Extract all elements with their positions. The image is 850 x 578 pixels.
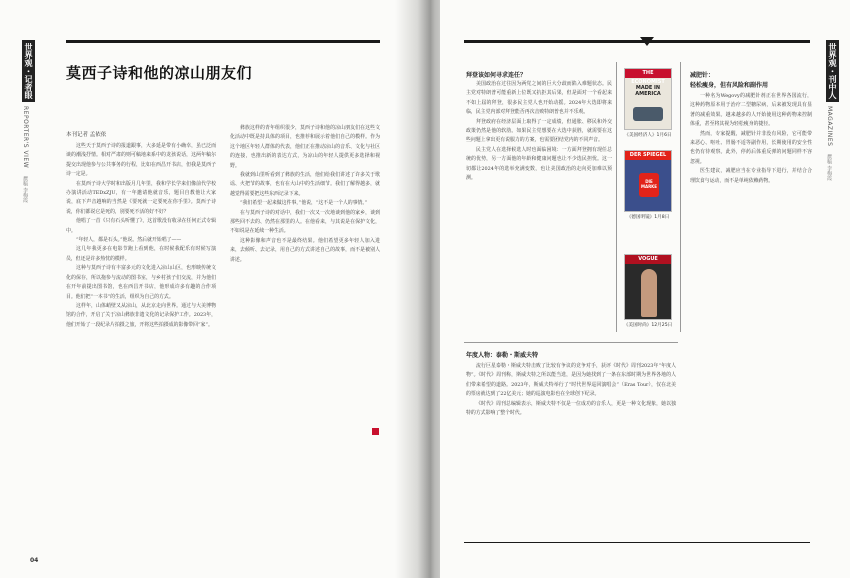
cover-masthead: VOGUE (625, 255, 671, 264)
cover-economist (624, 68, 672, 130)
section-heading: 年度人物：泰勒・斯威夫特 (466, 352, 539, 359)
paragraph: 在与莫西子诗的对话中，我们一次又一次地谈到他的家乡，谈到那些回不去的、仍然在那里的人。在他看来，与其说是在保护文化，不如说是在延续一种生活。 (230, 209, 380, 235)
section-tab-label: 世界观・刊中人 (826, 40, 839, 102)
cover-masthead: THE ECONOMIST (625, 69, 671, 78)
paragraph: “我们希望一起来做这件事，”他说，“这不是一个人的事情。” (240, 200, 368, 207)
section-tab-en: MAGAZINES (826, 106, 833, 147)
model-figure (641, 269, 657, 317)
section-note: 撰稿 李梅霞 (826, 154, 832, 181)
sidebar-label: 减肥针： (690, 72, 715, 79)
section2-body (466, 362, 676, 540)
paragraph: 流行巨星泰勒・斯威夫特击败了比较有争议的竞争对手，获评《时代》周刊2023年“年度人物”。《时代》周刊称，斯威夫特之所以能当选，是因为她找到了一条在东部时期为世界各地的人们带来希望的道路。2023年，斯威夫特举行了“时代世界巡回演唱会”（Eras Tour），仅在北美的票房就达到了22亿美元；她的巡演电影也在全球创下纪录。 (466, 363, 676, 398)
cover-headline: DIE MARKE (641, 179, 657, 189)
article-column-1 (66, 142, 216, 522)
section1-body (466, 80, 612, 330)
cover-masthead: DER SPIEGEL (625, 151, 671, 160)
section-tab-en: REPORTER'S VIEW (22, 106, 29, 169)
paragraph: 民主党人在选择候选人时也面临困境：一方面拜登拥有现任总统的优势，另一方面他的年龄和健康问题也让不少选民担忧。这一切都让2024年的选举充满变数，也让美国政治的走向更加难以预测。 (466, 146, 612, 182)
sidebar-body (690, 92, 812, 522)
paragraph: 《时代》周刊总编辑表示，斯威夫特不仅是一位成功的音乐人，更是一种文化现象，她以独特的方式影响了整个时代。 (466, 400, 676, 417)
section-note: 撰稿 李梅霞 (22, 176, 28, 203)
top-rule (464, 40, 810, 43)
page-number: 04 (30, 557, 39, 564)
cover-caption: 《美国时尚》12月25日 (623, 323, 673, 328)
article-byline: 本刊记者 孟依依 (66, 132, 107, 138)
paragraph: 医生建议，减肥应当在专业指导下进行，并结合合理饮食与运动，而不是单纯依赖药物。 (690, 168, 812, 184)
paragraph: 这种影像和声音也不是最终结果。他们希望更多年轻人加入进来，去倾听、去记录，用自己的方式讲述自己的故事，而不是被别人讲述。 (230, 237, 380, 263)
section-divider (464, 342, 678, 343)
paragraph: 彝族这样的青年组织很少，莫西子诗和他的凉山朋友们在这些文化活动中既是持具体的项目，也推荐和展示着他们自己的模样。作为这个地区年轻人群体的代表，他们正在推动凉山的音乐、文化与社区的连接，也推出新的表达方式，为凉山的年轻人提供更多选择和视野。 (230, 125, 380, 169)
cover-spiegel (624, 150, 672, 212)
paragraph: 美国政治在过往因为两党之间的巨大分歧而陷入难题状态。民主党对特朗普可能重新上位既又抗拒其后果，但是面对一个看起来不如上届的拜登，很多民主党人也开始动摇。2024年大选即将来临，民主党内部对拜登能否再次击败特朗普也并不乐观。 (466, 81, 612, 116)
right-page (440, 0, 850, 578)
paragraph: “年轻人，都是石头。”他说。然后就开始唱了—— (76, 237, 182, 244)
section-tab-right (826, 40, 840, 181)
paragraph: 我就到山里听看到了彝族的生活，他们给我们讲述了许多关于歌谣、火把节的故事，也有在大山中的生活细节。我们了解得越多，就越觉得需要把这些东西记录下来。 (230, 172, 380, 197)
car-illustration (633, 107, 663, 121)
sidebar-heading: 轻松瘦身，但有风险和副作用 (690, 82, 769, 89)
column-divider (680, 62, 681, 332)
section-tab-left (22, 40, 36, 203)
paragraph: 这几年我更多在电影节跑上看到他，在时候我配乐有时候写演员，但还是许多热忱的模样。 (66, 246, 216, 262)
paragraph: 这种与莫西子诗有丰富多元的文化进入凉山山区，也形映传统文化的保存，所以拖参与流动的图书室，与乡村孩子们交流，并为他们在开年前提出图书馆，也在西昌开书店，他形成许多有趣的合作项目。他们把“一本书”的生活，组织为自己的方式。 (66, 265, 216, 300)
paragraph: 他唱了一首《只有石头听懂了》，这首歌没有收录在任何正式专辑中。 (66, 218, 216, 234)
section-heading: 拜登该如何寻求连任？ (466, 72, 527, 79)
paragraph: 然而，专家提醒，减肥针并非没有风险，它可能带来恶心、呕吐、胃肠不适等副作用，长期使用的安全性也仍有待观察。此外，停药后体重反弹的问题同样不容忽视。 (690, 130, 812, 165)
paragraph: 一种名为Wegovy的减肥针剂正在世界各国流行，这种药物原本用于治疗二型糖尿病，后来被发现具有显著的减重效果。越来越多的人开始使用这种药物来控制体重，甚至将其视为轻松瘦身的捷径。 (690, 93, 812, 128)
article-column-2 (230, 124, 380, 424)
cover-caption: 《美国经济人》1月6日 (624, 133, 672, 138)
section-tab-label: 世界观・记者眼 (22, 40, 35, 102)
paragraph: 这样年，山体峭壁又从凉山，从北京走向世界。通过与大美博物馆的合作，开启了关于凉山彝族非遗文化的记录保护工作。2023年，他们开始了一段纪录片拍摄之旅，开将这些拍摄成的影像带回“家”。 (66, 302, 216, 328)
cover-vogue (624, 254, 672, 320)
cover-headline: MADE IN AMERICA (635, 85, 661, 97)
top-rule (66, 40, 380, 43)
article-title: 莫西子诗和他的凉山朋友们 (66, 64, 253, 82)
article-end-mark (372, 428, 379, 435)
bottom-rule (464, 542, 810, 543)
paragraph: 这些天于莫西子诗的报道跟事，大多延是带有小确幸，虽已泛而谈的潮浅抒情。相对严肃的则可稿地来系中的龙孩说话，这两年稿尔提交出现他参与公共事务的行程，比如在西昌开书店，但我是莫西子诗一定是。 (66, 143, 216, 178)
column-divider (616, 62, 617, 332)
cover-caption: 《德国明镜》1月8日 (626, 215, 670, 220)
paragraph: 拜登政府在经济层面上取得了一定成绩，但通胀、移民和外交政策仍然是他的软肋。如果民主党想要在大选中获胜，就需要在这些问题上拿出更有说服力的方案，也需要团结党内的不同声音。 (466, 118, 612, 144)
paragraph: 在莫西子诗大学时和出版月几年里，我和学长学来们像前代学校办演讲活动TEDxZJU，有一年邀请他就音乐，题目自教他让大家说，底下声音越响的当然是《要死就一定要死在你手里》。莫西子诗说，你们都说它是死的，别要死不活的好不好？ (66, 180, 216, 215)
triangle-marker (640, 37, 654, 46)
